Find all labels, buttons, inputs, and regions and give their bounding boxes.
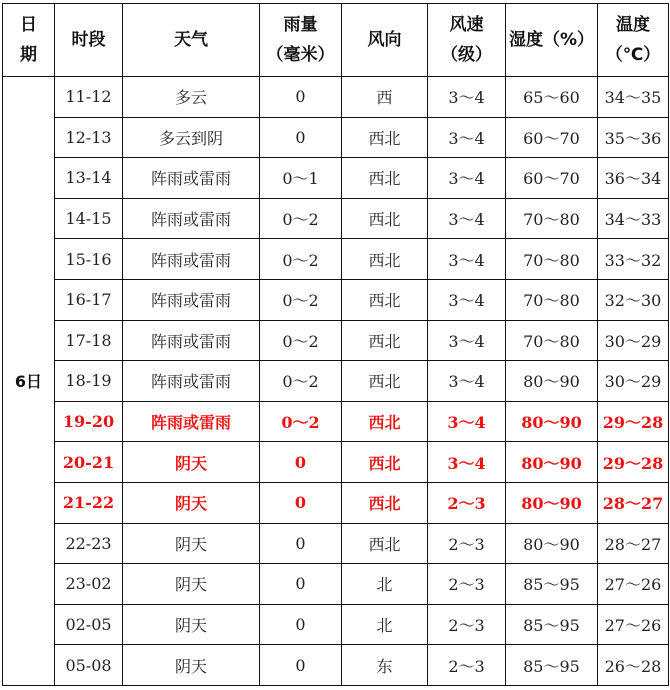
header-weather: 天气	[123, 4, 260, 77]
rain-cell: 0～2	[260, 320, 342, 361]
weather-cell: 阵雨或雷雨	[123, 320, 260, 361]
header-temperature	[598, 4, 669, 77]
rain-cell: 0～1	[260, 158, 342, 199]
temperature-cell: 30～29	[598, 320, 669, 361]
humidity-cell: 80～90	[506, 482, 598, 523]
period-cell: 13-14	[55, 158, 123, 199]
period-cell: 21-22	[55, 482, 123, 523]
table-row	[3, 604, 669, 645]
weather-cell: 阵雨或雷雨	[123, 279, 260, 320]
period-cell: 16-17	[55, 279, 123, 320]
wind-speed-cell: 3～4	[428, 117, 506, 158]
temperature-cell: 33～32	[598, 239, 669, 280]
header-wind-speed-line1: 风速	[449, 15, 484, 35]
period-cell: 11-12	[55, 77, 123, 118]
table-row	[3, 564, 669, 605]
wind-speed-cell: 3～4	[428, 239, 506, 280]
rain-cell: 0	[260, 645, 342, 686]
header-temperature-line2: （℃）	[605, 45, 661, 65]
weather-cell: 阵雨或雷雨	[123, 198, 260, 239]
weather-cell: 阵雨或雷雨	[123, 158, 260, 199]
temperature-cell: 35～36	[598, 117, 669, 158]
table-row	[3, 482, 669, 523]
header-rain-line2: （毫米）	[266, 45, 335, 65]
wind-direction-cell: 东	[342, 645, 428, 686]
weather-cell: 阴天	[123, 482, 260, 523]
table-row	[3, 77, 669, 118]
period-cell: 15-16	[55, 239, 123, 280]
header-date-line1: 日	[20, 15, 37, 35]
wind-speed-cell: 3～4	[428, 158, 506, 199]
rain-cell: 0～2	[260, 361, 342, 402]
header-humidity: 湿度（%）	[506, 4, 598, 77]
temperature-cell: 27～26	[598, 564, 669, 605]
humidity-cell: 70～80	[506, 239, 598, 280]
humidity-cell: 70～80	[506, 279, 598, 320]
weather-cell: 阴天	[123, 523, 260, 564]
temperature-cell: 34～33	[598, 198, 669, 239]
temperature-cell: 32～30	[598, 279, 669, 320]
wind-direction-cell: 北	[342, 564, 428, 605]
table-row	[3, 523, 669, 564]
wind-speed-cell: 3～4	[428, 361, 506, 402]
humidity-cell: 60～70	[506, 158, 598, 199]
table-row	[3, 442, 669, 483]
temperature-cell: 34～35	[598, 77, 669, 118]
weather-cell: 阴天	[123, 645, 260, 686]
humidity-cell: 85～95	[506, 564, 598, 605]
table-row	[3, 158, 669, 199]
wind-direction-cell: 西北	[342, 401, 428, 442]
wind-speed-cell: 2～3	[428, 604, 506, 645]
weather-cell: 阵雨或雷雨	[123, 361, 260, 402]
wind-direction-cell: 西北	[342, 117, 428, 158]
wind-speed-cell: 3～4	[428, 320, 506, 361]
rain-cell: 0	[260, 604, 342, 645]
hourly-forecast-table	[2, 3, 669, 686]
period-cell: 05-08	[55, 645, 123, 686]
temperature-cell: 28～27	[598, 482, 669, 523]
wind-direction-cell: 西北	[342, 442, 428, 483]
header-rain-line1: 雨量	[283, 15, 318, 35]
wind-speed-cell: 3～4	[428, 279, 506, 320]
period-cell: 12-13	[55, 117, 123, 158]
date-cell: 6日	[3, 77, 55, 686]
wind-speed-cell: 2～3	[428, 564, 506, 605]
period-cell: 20-21	[55, 442, 123, 483]
header-date	[3, 4, 55, 77]
temperature-cell: 29～28	[598, 401, 669, 442]
temperature-cell: 27～26	[598, 604, 669, 645]
humidity-cell: 85～95	[506, 645, 598, 686]
wind-speed-cell: 3～4	[428, 442, 506, 483]
rain-cell: 0	[260, 77, 342, 118]
period-cell: 18-19	[55, 361, 123, 402]
temperature-cell: 30～29	[598, 361, 669, 402]
wind-direction-cell: 北	[342, 604, 428, 645]
table-row	[3, 320, 669, 361]
wind-speed-cell: 3～4	[428, 77, 506, 118]
header-wind-speed-line2: （级）	[441, 45, 492, 65]
weather-cell: 多云	[123, 77, 260, 118]
temperature-cell: 29～28	[598, 442, 669, 483]
weather-cell: 阵雨或雷雨	[123, 239, 260, 280]
period-cell: 19-20	[55, 401, 123, 442]
temperature-cell: 26～28	[598, 645, 669, 686]
header-rain	[260, 4, 342, 77]
rain-cell: 0	[260, 482, 342, 523]
wind-direction-cell: 西北	[342, 198, 428, 239]
table-row	[3, 361, 669, 402]
rain-cell: 0～2	[260, 239, 342, 280]
weather-cell: 阴天	[123, 442, 260, 483]
weather-cell: 多云到阴	[123, 117, 260, 158]
period-cell: 22-23	[55, 523, 123, 564]
humidity-cell: 80～90	[506, 361, 598, 402]
wind-direction-cell: 西北	[342, 239, 428, 280]
header-temperature-line1: 温度	[616, 15, 650, 35]
wind-speed-cell: 2～3	[428, 482, 506, 523]
weather-cell: 阴天	[123, 604, 260, 645]
wind-direction-cell: 西北	[342, 482, 428, 523]
header-wind-speed	[428, 4, 506, 77]
header-date-line2: 期	[20, 45, 37, 65]
weather-cell: 阵雨或雷雨	[123, 401, 260, 442]
humidity-cell: 60～70	[506, 117, 598, 158]
table-row	[3, 198, 669, 239]
header-wind-direction: 风向	[342, 4, 428, 77]
wind-direction-cell: 西北	[342, 320, 428, 361]
table-row	[3, 401, 669, 442]
forecast-body	[3, 77, 669, 686]
rain-cell: 0	[260, 523, 342, 564]
wind-direction-cell: 西北	[342, 158, 428, 199]
period-cell: 23-02	[55, 564, 123, 605]
wind-speed-cell: 3～4	[428, 198, 506, 239]
period-cell: 14-15	[55, 198, 123, 239]
table-row	[3, 279, 669, 320]
wind-speed-cell: 3～4	[428, 401, 506, 442]
temperature-cell: 36～34	[598, 158, 669, 199]
weather-cell: 阴天	[123, 564, 260, 605]
humidity-cell: 80～90	[506, 401, 598, 442]
humidity-cell: 70～80	[506, 198, 598, 239]
humidity-cell: 80～90	[506, 442, 598, 483]
period-cell: 02-05	[55, 604, 123, 645]
table-row	[3, 239, 669, 280]
wind-speed-cell: 2～3	[428, 645, 506, 686]
rain-cell: 0～2	[260, 198, 342, 239]
humidity-cell: 65～60	[506, 77, 598, 118]
header-period: 时段	[55, 4, 123, 77]
wind-direction-cell: 西北	[342, 361, 428, 402]
wind-direction-cell: 西	[342, 77, 428, 118]
period-cell: 17-18	[55, 320, 123, 361]
table-row	[3, 645, 669, 686]
wind-direction-cell: 西北	[342, 279, 428, 320]
rain-cell: 0	[260, 117, 342, 158]
humidity-cell: 80～90	[506, 523, 598, 564]
header-row	[3, 4, 669, 77]
table-row	[3, 117, 669, 158]
rain-cell: 0～2	[260, 279, 342, 320]
humidity-cell: 85～95	[506, 604, 598, 645]
temperature-cell: 28～27	[598, 523, 669, 564]
rain-cell: 0～2	[260, 401, 342, 442]
rain-cell: 0	[260, 442, 342, 483]
wind-direction-cell: 西北	[342, 523, 428, 564]
wind-speed-cell: 2～3	[428, 523, 506, 564]
humidity-cell: 70～80	[506, 320, 598, 361]
rain-cell: 0	[260, 564, 342, 605]
